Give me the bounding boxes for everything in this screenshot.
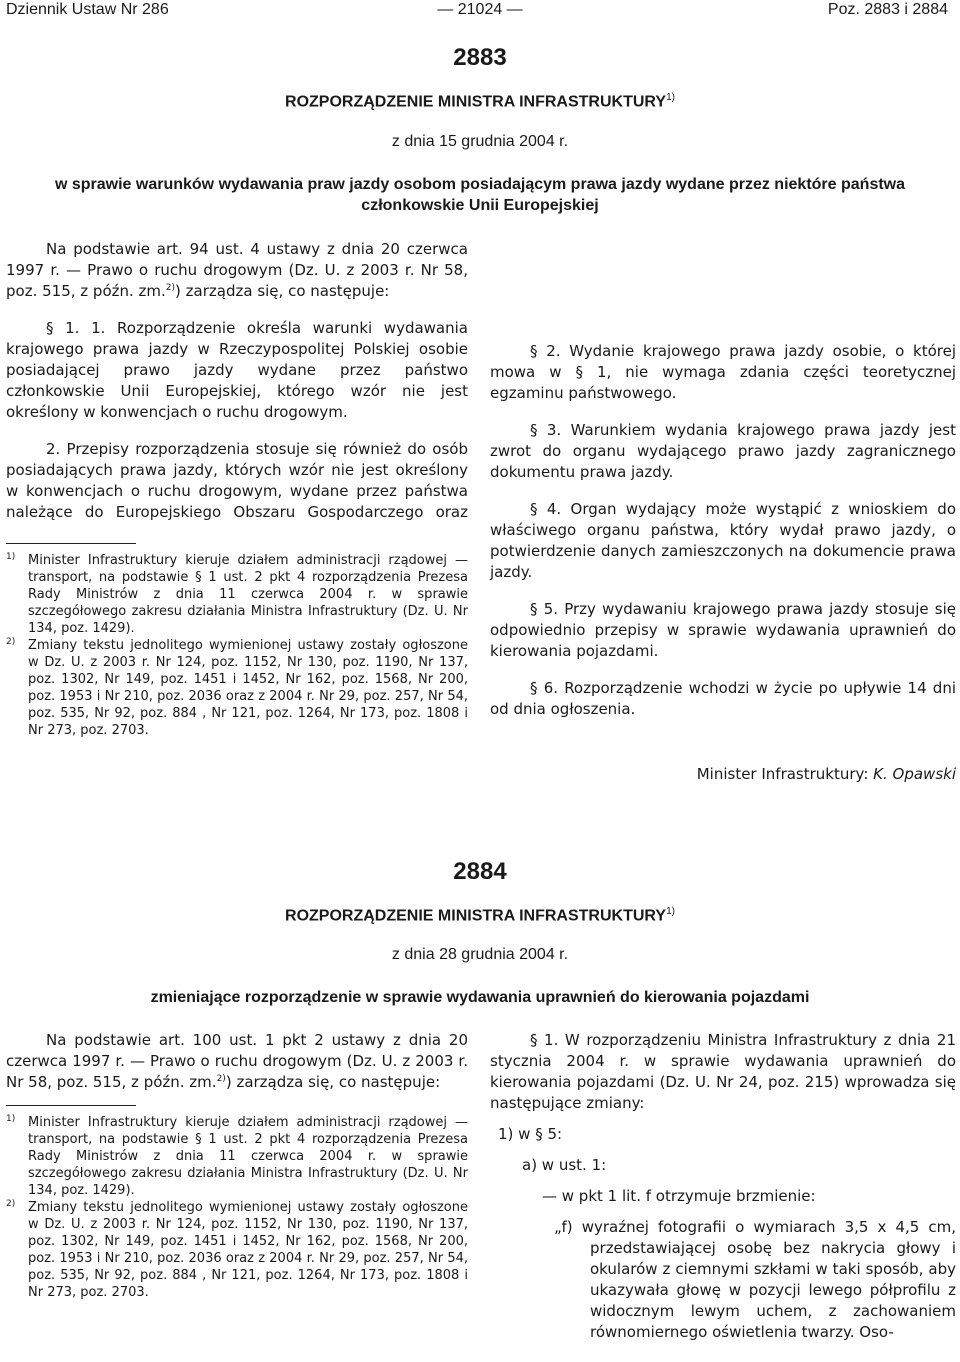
act-type-text: ROZPORZĄDZENIE MINISTRA INFRASTRUKTURY	[285, 907, 667, 925]
paragraph-1-1: § 1. 1. Rozporządzenie określa warunki wydawania krajowego prawa jazdy w Rzeczypospolitej Polskiej osobie posiadającej prawo jazdy wydane przez państwo członkowskie Unii Europejskiej, którego wzór nie jest określony w konwencjach o ruchu drogowym.	[6, 319, 468, 421]
act-number: 2884	[453, 858, 507, 885]
footnote-ref: 1)	[666, 92, 675, 103]
footnote-ref: 1)	[666, 906, 675, 917]
paragraph-3: § 3. Warunkiem wydania krajowego prawa jazdy jest zwrot do organu wydającego prawo jazdy zagranicznego dokumentu prawa jazdy.	[490, 421, 956, 481]
preamble-text: Na podstawie art. 94 ust. 4 ustawy z dnia 20 czerwca 1997 r. — Prawo o ruchu drogowym (Dz. U. z 2003 r. Nr 58, poz. 515, z późn. zm.	[6, 240, 468, 300]
list-item-1a: a) w ust. 1:	[522, 1156, 607, 1174]
footnote-text: Zmiany tekstu jednolitego wymienionej ustawy zostały ogłoszone w Dz. U. z 2003 r. Nr 124, poz. 1152, Nr 130, poz. 1190, Nr 137, poz. 1302, Nr 149, poz. 1451 i 1452, Nr 162, poz. 1568, Nr 200, poz. 1953 i Nr 210, poz. 2036 oraz z 2004 r. Nr 29, poz. 257, Nr 54, poz. 535, Nr 92, poz. 884 , Nr 121, poz. 1264, Nr 173, poz. 1808 i Nr 273, poz. 2703.	[28, 638, 468, 738]
act-number: 2883	[453, 44, 507, 71]
act-type	[0, 906, 960, 925]
paragraph-2: § 2. Wydanie krajowego prawa jazdy osobie, o której mowa w § 1, nie wymaga zdania części teoretycznej egzaminu państwowego.	[490, 342, 956, 402]
act2-right-column	[490, 1030, 956, 1343]
footnote-separator	[6, 1105, 136, 1106]
footnote-2: $^{2)}$ Zmiany tekstu jednolitego wymienionej ustawy zostały ogłoszone w Dz. U. z 2003 r. Nr 124, poz. 1152, Nr 130, poz. 1190, Nr 137, poz. 1302, Nr 149, poz. 1451 i 1452, Nr 162, poz. 1568, Nr 200, poz. 1953 i Nr 210, poz. 2036 oraz z 2004 r. Nr 29, poz. 257, Nr 54, poz. 535, Nr 92, poz. 884 , Nr 121, poz. 1264, Nr 173, poz. 1808 i Nr 273, poz. 2703.	[6, 636, 468, 738]
footnote-separator	[6, 543, 136, 544]
footnote-text: Zmiany tekstu jednolitego wymienionej ustawy zostały ogłoszone w Dz. U. z 2003 r. Nr 124, poz. 1152, Nr 130, poz. 1190, Nr 137, poz. 1302, Nr 149, poz. 1451 i 1452, Nr 162, poz. 1568, Nr 200, poz. 1953 i Nr 210, poz. 2036 oraz z 2004 r. Nr 29, poz. 257, Nr 54, poz. 535, Nr 92, poz. 884 , Nr 121, poz. 1264, Nr 173, poz. 1808 i Nr 273, poz. 2703.	[28, 1200, 468, 1300]
footnote-text: Minister Infrastruktury kieruje działem administracji rządowej — transport, na podstawie § 1 ust. 2 pkt 4 rozporządzenia Prezesa Rady Ministrów z dnia 11 czerwca 2004 r. w sprawie szczegółowego zakresu działania Ministra Infrastruktury (Dz. U. Nr 134, poz. 1429).	[28, 553, 468, 636]
journal-title: Dziennik Ustaw Nr 286	[6, 1, 169, 18]
signature-name: K. Opawski	[873, 765, 956, 783]
act-subject: w sprawie warunków wydawania praw jazdy osobom posiadającym prawa jazdy wydane przez niektóre państwa członkowskie Unii Europejskiej	[54, 176, 906, 214]
footnote-2: $^{2)}$ Zmiany tekstu jednolitego wymienionej ustawy zostały ogłoszone w Dz. U. z 2003 r. Nr 124, poz. 1152, Nr 130, poz. 1190, Nr 137, poz. 1302, Nr 149, poz. 1451 i 1452, Nr 162, poz. 1568, Nr 200, poz. 1953 i Nr 210, poz. 2036 oraz z 2004 r. Nr 29, poz. 257, Nr 54, poz. 535, Nr 92, poz. 884 , Nr 121, poz. 1264, Nr 173, poz. 1808 i Nr 273, poz. 2703.	[6, 1198, 468, 1300]
signature	[490, 764, 956, 785]
paragraph-6: § 6. Rozporządzenie wchodzi w życie po upływie 14 dni od dnia ogłoszenia.	[490, 679, 956, 718]
footnote-1: $^{1)}$ Minister Infrastruktury kieruje działem administracji rządowej — transport, na podstawie § 1 ust. 2 pkt 4 rozporządzenia Prezesa Rady Ministrów z dnia 11 czerwca 2004 r. w sprawie szczegółowego zakresu działania Ministra Infrastruktury (Dz. U. Nr 134, poz. 1429).	[6, 551, 468, 636]
position-range: Poz. 2883 i 2884	[827, 1, 948, 18]
footnote-1: $^{1)}$ Minister Infrastruktury kieruje działem administracji rządowej — transport, na podstawie § 1 ust. 2 pkt 4 rozporządzenia Prezesa Rady Ministrów z dnia 11 czerwca 2004 r. w sprawie szczegółowego zakresu działania Ministra Infrastruktury (Dz. U. Nr 134, poz. 1429).	[6, 1113, 468, 1198]
act-type-text: ROZPORZĄDZENIE MINISTRA INFRASTRUKTURY	[285, 93, 667, 111]
page-header	[0, 0, 960, 20]
act-date: z dnia 28 grudnia 2004 r.	[391, 946, 569, 963]
quoted-amendment: „f) wyraźnej fotografii o wymiarach 3,5 x 4,5 cm, przedstawiającej osobę bez nakrycia głowy i okularów z ciemnymi szkłami w taki sposób, aby ukazywała głowę w pozycji lewego półprofilu z widocznym lewym uchem, z zachowaniem równomiernego oświetlenia twarzy. Oso-	[554, 1218, 956, 1341]
page-number: — 21024 —	[437, 1, 523, 18]
paragraph-5: § 5. Przy wydawaniu krajowego prawa jazdy stosuje się odpowiednio przepisy w sprawie wydawania uprawnień do kierowania pojazdami.	[490, 600, 956, 660]
paragraph-4: § 4. Organ wydający może wystąpić z wnioskiem do właściwego organu państwa, który wydał prawo jazdy, o potwierdzenie danych zamieszczonych na dokumencie prawa jazdy.	[490, 500, 956, 581]
preamble-text-end: ) zarządza się, co następuje:	[225, 1073, 441, 1091]
act2-left-column	[6, 1030, 468, 1301]
act-type	[0, 92, 960, 111]
act1-left-column	[6, 239, 468, 739]
preamble-text: Na podstawie art. 100 ust. 1 pkt 2 ustawy z dnia 20 czerwca 1997 r. — Prawo o ruchu drogowym (Dz. U. z 2003 r. Nr 58, poz. 515, z późn. zm.	[6, 1031, 468, 1091]
paragraph-1: § 1. W rozporządzeniu Ministra Infrastruktury z dnia 21 stycznia 2004 r. w sprawie wydawania uprawnień do kierowania pojazdami (Dz. U. Nr 24, poz. 215) wprowadza się następujące zmiany:	[490, 1031, 956, 1112]
list-item-1: 1) w § 5:	[498, 1125, 563, 1143]
footnote-text: Minister Infrastruktury kieruje działem administracji rządowej — transport, na podstawie § 1 ust. 2 pkt 4 rozporządzenia Prezesa Rady Ministrów z dnia 11 czerwca 2004 r. w sprawie szczegółowego zakresu działania Ministra Infrastruktury (Dz. U. Nr 134, poz. 1429).	[28, 1115, 468, 1198]
act1-right-column	[490, 239, 956, 785]
signature-role: Minister Infrastruktury:	[696, 765, 874, 783]
act-date: z dnia 15 grudnia 2004 r.	[391, 133, 569, 150]
preamble	[6, 239, 468, 302]
footnote-ref: 2)	[165, 283, 176, 293]
paragraph-1-2: 2. Przepisy rozporządzenia stosuje się również do osób posiadających prawa jazdy, których wzór nie jest określony w konwencjach o ruchu drogowym, wydane przez państwa należące do Europejskiego Obszaru Gospodarczego oraz	[6, 440, 468, 521]
list-item-dash: — w pkt 1 lit. f otrzymuje brzmienie:	[542, 1187, 816, 1205]
preamble	[6, 1030, 468, 1093]
footnote-ref: 2)	[216, 1074, 226, 1084]
act-subject: zmieniające rozporządzenie w sprawie wydawania uprawnień do kierowania pojazdami	[150, 989, 810, 1006]
preamble-text-end: ) zarządza się, co następuje:	[175, 282, 390, 300]
